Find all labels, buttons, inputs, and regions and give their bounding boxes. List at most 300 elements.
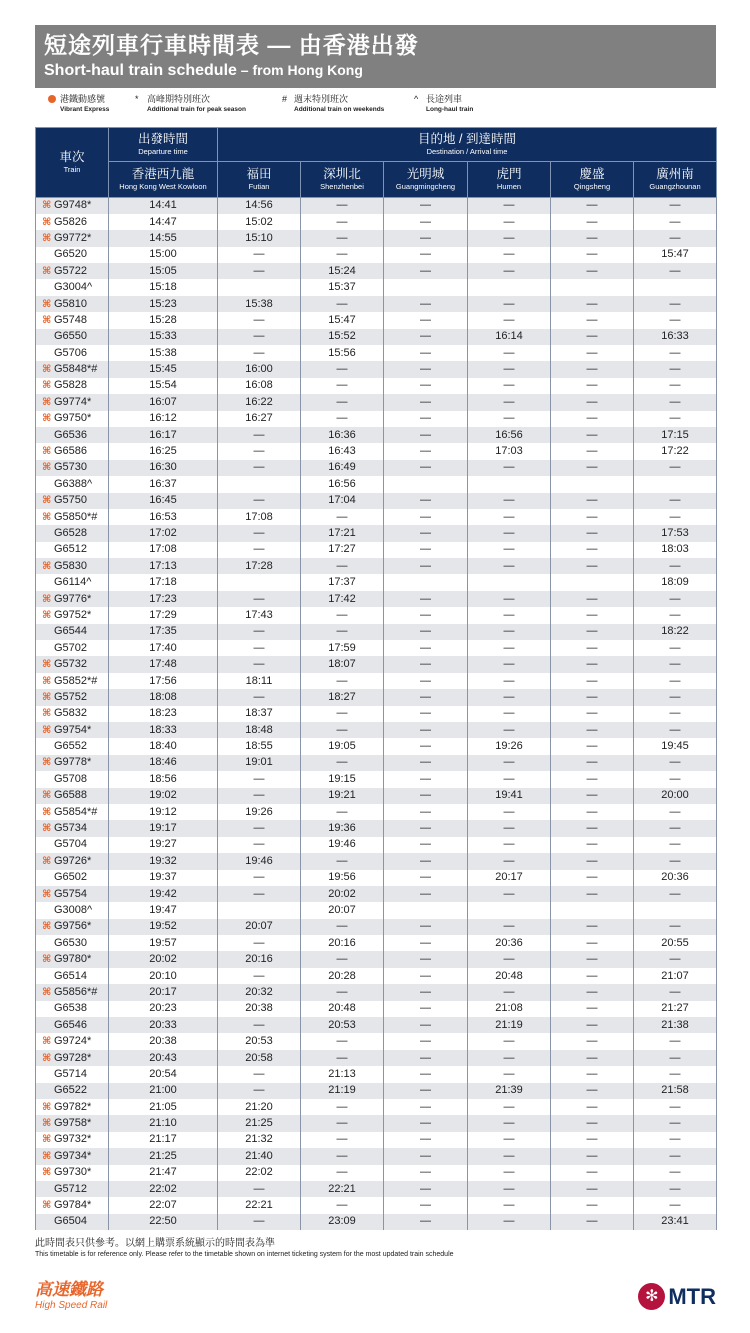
- guangmingcheng-time: —: [384, 1197, 468, 1213]
- departure-time: 16:37: [109, 476, 218, 492]
- train-number: G6114^: [54, 576, 92, 589]
- qingsheng-time: —: [551, 820, 634, 836]
- humen-time: —: [468, 1050, 551, 1066]
- train-number-cell: [36, 558, 109, 574]
- guangzhounan-time: —: [634, 1033, 717, 1049]
- qingsheng-time: —: [551, 1099, 634, 1115]
- qingsheng-time: —: [551, 788, 634, 804]
- guangmingcheng-time: —: [384, 411, 468, 427]
- vibrant-express-icon: ⌘: [42, 364, 52, 376]
- humen-time: —: [468, 394, 551, 410]
- futian-time: —: [218, 345, 301, 361]
- futian-time: 19:26: [218, 804, 301, 820]
- train-number-cell: [36, 574, 109, 590]
- shenzhenbei-time: —: [301, 853, 384, 869]
- train-number: G5702: [54, 641, 88, 654]
- futian-time: —: [218, 460, 301, 476]
- guangmingcheng-time: —: [384, 296, 468, 312]
- vibrant-express-icon: ⌘: [42, 675, 52, 687]
- humen-time: 16:56: [468, 427, 551, 443]
- departure-time: 16:25: [109, 443, 218, 459]
- humen-time: —: [468, 656, 551, 672]
- humen-time: —: [468, 411, 551, 427]
- guangmingcheng-time: —: [384, 968, 468, 984]
- guangzhounan-time: —: [634, 837, 717, 853]
- futian-time: 14:56: [218, 198, 301, 214]
- table-row: [36, 755, 717, 771]
- train-number: G9776*: [54, 592, 92, 605]
- train-number-cell: [36, 1099, 109, 1115]
- shenzhenbei-time: 22:21: [301, 1181, 384, 1197]
- train-number-cell: [36, 1083, 109, 1099]
- train-number: G6550: [54, 330, 88, 343]
- table-row: [36, 1001, 717, 1017]
- train-number-cell: [36, 755, 109, 771]
- station-en: Futian: [248, 182, 270, 191]
- shenzhenbei-time: 20:48: [301, 1001, 384, 1017]
- mtr-wordmark: MTR: [668, 1283, 716, 1309]
- guangmingcheng-time: —: [384, 558, 468, 574]
- train-number: G3008^: [54, 903, 93, 916]
- humen-time: —: [468, 460, 551, 476]
- shenzhenbei-time: 19:36: [301, 820, 384, 836]
- vibrant-express-icon: ⌘: [42, 1167, 52, 1179]
- futian-time: 20:32: [218, 984, 301, 1000]
- train-number-cell: [36, 1197, 109, 1213]
- vibrant-express-icon: ⌘: [42, 823, 52, 835]
- qingsheng-time: —: [551, 509, 634, 525]
- shenzhenbei-time: 16:36: [301, 427, 384, 443]
- humen-time: —: [468, 509, 551, 525]
- departure-time: 19:27: [109, 837, 218, 853]
- qingsheng-time: —: [551, 198, 634, 214]
- header-station: [384, 162, 468, 198]
- humen-time: 19:26: [468, 738, 551, 754]
- vibrant-express-icon: ⌘: [42, 921, 52, 933]
- train-number-cell: [36, 820, 109, 836]
- train-number-cell: [36, 525, 109, 541]
- humen-time: 20:48: [468, 968, 551, 984]
- shenzhenbei-time: —: [301, 411, 384, 427]
- futian-time: 18:37: [218, 706, 301, 722]
- humen-time: —: [468, 1066, 551, 1082]
- guangzhounan-time: —: [634, 820, 717, 836]
- table-row: [36, 312, 717, 328]
- table-row: [36, 1066, 717, 1082]
- humen-time: —: [468, 296, 551, 312]
- qingsheng-time: —: [551, 1148, 634, 1164]
- table-row: [36, 1132, 717, 1148]
- train-number-cell: [36, 263, 109, 279]
- train-number-cell: [36, 1050, 109, 1066]
- table-row: [36, 640, 717, 656]
- train-number-cell: [36, 1148, 109, 1164]
- caret-icon: ^: [414, 94, 419, 104]
- train-number-cell: [36, 738, 109, 754]
- humen-time: [468, 902, 551, 918]
- guangzhounan-time: —: [634, 214, 717, 230]
- high-speed-rail-logo: [35, 1280, 107, 1312]
- table-row: [36, 1033, 717, 1049]
- humen-time: —: [468, 525, 551, 541]
- table-row: [36, 935, 717, 951]
- guangmingcheng-time: —: [384, 755, 468, 771]
- table-row: [36, 345, 717, 361]
- departure-time: 20:38: [109, 1033, 218, 1049]
- futian-time: —: [218, 640, 301, 656]
- guangzhounan-time: —: [634, 1197, 717, 1213]
- departure-time: 19:47: [109, 902, 218, 918]
- humen-time: —: [468, 919, 551, 935]
- futian-time: —: [218, 771, 301, 787]
- mtr-logo: [638, 1283, 716, 1310]
- shenzhenbei-time: —: [301, 296, 384, 312]
- futian-time: —: [218, 247, 301, 263]
- shenzhenbei-time: 19:21: [301, 788, 384, 804]
- train-number: G6520: [54, 248, 88, 261]
- guangzhounan-time: 17:53: [634, 525, 717, 541]
- futian-time: —: [218, 656, 301, 672]
- qingsheng-time: [551, 902, 634, 918]
- qingsheng-time: [551, 476, 634, 492]
- table-row: [36, 706, 717, 722]
- guangzhounan-time: —: [634, 706, 717, 722]
- vibrant-express-icon: ⌘: [42, 708, 52, 720]
- qingsheng-time: —: [551, 935, 634, 951]
- train-number: G9758*: [54, 1117, 92, 1130]
- futian-time: —: [218, 1083, 301, 1099]
- guangmingcheng-time: —: [384, 738, 468, 754]
- station-zh: 廣州南: [656, 167, 694, 181]
- train-number-cell: [36, 476, 109, 492]
- table-row: [36, 509, 717, 525]
- qingsheng-time: —: [551, 1132, 634, 1148]
- guangmingcheng-time: —: [384, 870, 468, 886]
- vibrant-express-icon: ⌘: [42, 462, 52, 474]
- guangzhounan-time: —: [634, 230, 717, 246]
- humen-time: —: [468, 230, 551, 246]
- departure-time: 15:38: [109, 345, 218, 361]
- qingsheng-time: —: [551, 542, 634, 558]
- train-number: G5828: [54, 379, 88, 392]
- departure-time: 17:29: [109, 607, 218, 623]
- vibrant-express-icon: ⌘: [42, 757, 52, 769]
- guangmingcheng-time: —: [384, 1181, 468, 1197]
- departure-time: 16:45: [109, 493, 218, 509]
- guangmingcheng-time: —: [384, 1115, 468, 1131]
- train-number-cell: [36, 968, 109, 984]
- departure-time: 20:23: [109, 1001, 218, 1017]
- guangzhounan-time: —: [634, 1115, 717, 1131]
- humen-time: 21:19: [468, 1017, 551, 1033]
- shenzhenbei-time: —: [301, 1132, 384, 1148]
- futian-time: 20:58: [218, 1050, 301, 1066]
- futian-time: —: [218, 1181, 301, 1197]
- shenzhenbei-time: 17:21: [301, 525, 384, 541]
- train-number: G3004^: [54, 281, 93, 294]
- station-zh: 光明城: [406, 167, 445, 181]
- vibrant-express-icon: ⌘: [42, 790, 52, 802]
- departure-time: 16:17: [109, 427, 218, 443]
- guangmingcheng-time: —: [384, 886, 468, 902]
- qingsheng-time: —: [551, 853, 634, 869]
- guangzhounan-time: —: [634, 1099, 717, 1115]
- vibrant-express-icon: ⌘: [42, 413, 52, 425]
- train-number: G5826: [54, 215, 88, 228]
- vibrant-express-icon: ⌘: [42, 511, 52, 523]
- header-destination-en: Destination / Arrival time: [426, 147, 508, 156]
- departure-time: 21:10: [109, 1115, 218, 1131]
- train-number-cell: [36, 329, 109, 345]
- futian-time: 18:11: [218, 673, 301, 689]
- train-number: G6536: [54, 428, 88, 441]
- train-number: G6512: [54, 543, 88, 556]
- qingsheng-time: —: [551, 1083, 634, 1099]
- humen-time: —: [468, 558, 551, 574]
- futian-time: 20:07: [218, 919, 301, 935]
- qingsheng-time: —: [551, 443, 634, 459]
- train-number-cell: [36, 902, 109, 918]
- train-number: G9782*: [54, 1100, 92, 1113]
- humen-time: 21:39: [468, 1083, 551, 1099]
- train-number-cell: [36, 853, 109, 869]
- table-row: [36, 902, 717, 918]
- table-row: [36, 542, 717, 558]
- train-number-cell: [36, 1132, 109, 1148]
- futian-time: [218, 279, 301, 295]
- guangzhounan-time: —: [634, 689, 717, 705]
- futian-time: —: [218, 427, 301, 443]
- train-number: G5708: [54, 772, 88, 785]
- train-number-cell: [36, 394, 109, 410]
- departure-time: 20:10: [109, 968, 218, 984]
- futian-time: 16:22: [218, 394, 301, 410]
- departure-time: 20:17: [109, 984, 218, 1000]
- title-en-suffix: – from Hong Kong: [236, 62, 363, 78]
- vibrant-express-icon: ⌘: [42, 1118, 52, 1130]
- guangzhounan-time: 21:58: [634, 1083, 717, 1099]
- qingsheng-time: —: [551, 1165, 634, 1181]
- train-number-cell: [36, 607, 109, 623]
- shenzhenbei-time: 19:05: [301, 738, 384, 754]
- qingsheng-time: —: [551, 1066, 634, 1082]
- humen-time: [468, 476, 551, 492]
- futian-time: —: [218, 493, 301, 509]
- shenzhenbei-time: 20:28: [301, 968, 384, 984]
- train-number: G5730: [54, 461, 88, 474]
- table-row: [36, 722, 717, 738]
- guangmingcheng-time: —: [384, 1017, 468, 1033]
- shenzhenbei-time: —: [301, 1197, 384, 1213]
- vibrant-express-icon: ⌘: [42, 855, 52, 867]
- guangmingcheng-time: —: [384, 1050, 468, 1066]
- station-en: Humen: [496, 182, 522, 191]
- train-number-cell: [36, 870, 109, 886]
- vibrant-express-icon: ⌘: [42, 1036, 52, 1048]
- futian-time: 19:01: [218, 755, 301, 771]
- guangzhounan-time: —: [634, 493, 717, 509]
- table-row: [36, 574, 717, 590]
- guangmingcheng-time: —: [384, 771, 468, 787]
- departure-time: 20:02: [109, 951, 218, 967]
- humen-time: 20:17: [468, 870, 551, 886]
- disclaimer: [35, 1237, 716, 1260]
- table-row: [36, 443, 717, 459]
- train-number-cell: [36, 706, 109, 722]
- guangmingcheng-time: —: [384, 1214, 468, 1230]
- futian-time: —: [218, 788, 301, 804]
- vibrant-express-icon: ⌘: [42, 806, 52, 818]
- header-station: [551, 162, 634, 198]
- guangzhounan-time: 17:15: [634, 427, 717, 443]
- guangmingcheng-time: —: [384, 493, 468, 509]
- train-number-cell: [36, 443, 109, 459]
- departure-time: 15:45: [109, 361, 218, 377]
- qingsheng-time: —: [551, 312, 634, 328]
- guangzhounan-time: —: [634, 607, 717, 623]
- train-number: G5734: [54, 822, 88, 835]
- departure-time: 15:18: [109, 279, 218, 295]
- departure-time: 15:23: [109, 296, 218, 312]
- humen-time: —: [468, 198, 551, 214]
- qingsheng-time: —: [551, 870, 634, 886]
- guangzhounan-time: 21:27: [634, 1001, 717, 1017]
- humen-time: —: [468, 1148, 551, 1164]
- guangzhounan-time: —: [634, 919, 717, 935]
- guangzhounan-time: 18:09: [634, 574, 717, 590]
- futian-time: 22:02: [218, 1165, 301, 1181]
- train-number-cell: [36, 411, 109, 427]
- guangzhounan-time: —: [634, 951, 717, 967]
- humen-time: —: [468, 771, 551, 787]
- departure-time: 20:43: [109, 1050, 218, 1066]
- qingsheng-time: [551, 574, 634, 590]
- humen-time: —: [468, 673, 551, 689]
- train-number: G9734*: [54, 1149, 92, 1162]
- humen-time: —: [468, 689, 551, 705]
- shenzhenbei-time: 18:07: [301, 656, 384, 672]
- vibrant-express-icon: ⌘: [42, 593, 52, 605]
- guangzhounan-time: 21:38: [634, 1017, 717, 1033]
- guangmingcheng-time: —: [384, 853, 468, 869]
- departure-time: 18:40: [109, 738, 218, 754]
- departure-time: 17:08: [109, 542, 218, 558]
- train-number: G5712: [54, 1182, 88, 1195]
- guangmingcheng-time: —: [384, 820, 468, 836]
- futian-time: —: [218, 870, 301, 886]
- vibrant-express-icon: ⌘: [42, 659, 52, 671]
- table-row: [36, 394, 717, 410]
- guangzhounan-time: —: [634, 722, 717, 738]
- train-number: G6502: [54, 871, 88, 884]
- vibrant-express-icon: ⌘: [42, 1134, 52, 1146]
- header-departure-en: Departure time: [138, 147, 188, 156]
- futian-time: 20:16: [218, 951, 301, 967]
- train-number: G6546: [54, 1018, 88, 1031]
- header-station: [218, 162, 301, 198]
- guangmingcheng-time: —: [384, 214, 468, 230]
- humen-time: —: [468, 837, 551, 853]
- humen-time: —: [468, 361, 551, 377]
- qingsheng-time: —: [551, 837, 634, 853]
- guangzhounan-time: —: [634, 361, 717, 377]
- shenzhenbei-time: 16:49: [301, 460, 384, 476]
- qingsheng-time: —: [551, 722, 634, 738]
- humen-time: —: [468, 493, 551, 509]
- train-number: G9732*: [54, 1133, 92, 1146]
- table-row: [36, 361, 717, 377]
- futian-time: 15:02: [218, 214, 301, 230]
- guangmingcheng-time: —: [384, 984, 468, 1000]
- train-number-cell: [36, 771, 109, 787]
- guangmingcheng-time: —: [384, 378, 468, 394]
- guangzhounan-time: —: [634, 886, 717, 902]
- humen-time: 16:14: [468, 329, 551, 345]
- qingsheng-time: —: [551, 1001, 634, 1017]
- header-departure-zh: 出發時間: [137, 132, 188, 146]
- station-en: Guangmingcheng: [395, 182, 456, 191]
- departure-time: 19:52: [109, 919, 218, 935]
- guangmingcheng-time: [384, 476, 468, 492]
- departure-time: 14:47: [109, 214, 218, 230]
- qingsheng-time: —: [551, 673, 634, 689]
- guangmingcheng-time: —: [384, 788, 468, 804]
- guangmingcheng-time: [384, 574, 468, 590]
- header-destination: [218, 128, 717, 162]
- guangzhounan-time: 21:07: [634, 968, 717, 984]
- departure-time: 18:56: [109, 771, 218, 787]
- vibrant-express-icon: ⌘: [42, 446, 52, 458]
- train-number: G6586: [54, 445, 88, 458]
- table-row: [36, 411, 717, 427]
- shenzhenbei-time: 17:59: [301, 640, 384, 656]
- guangzhounan-time: —: [634, 673, 717, 689]
- shenzhenbei-time: —: [301, 394, 384, 410]
- qingsheng-time: —: [551, 329, 634, 345]
- departure-time: 15:33: [109, 329, 218, 345]
- humen-time: —: [468, 591, 551, 607]
- vibrant-express-icon: ⌘: [42, 298, 52, 310]
- train-number: G5706: [54, 346, 88, 359]
- header-station: [634, 162, 717, 198]
- train-number: G5754: [54, 887, 88, 900]
- guangzhounan-time: —: [634, 1132, 717, 1148]
- legend-label: 港鐵動感號: [60, 94, 106, 104]
- futian-time: 20:38: [218, 1001, 301, 1017]
- legend-label: 週末特別班次: [294, 94, 349, 104]
- train-number-cell: [36, 247, 109, 263]
- shenzhenbei-time: —: [301, 378, 384, 394]
- guangmingcheng-time: —: [384, 673, 468, 689]
- train-number: G5750: [54, 494, 88, 507]
- header-train: [36, 128, 109, 198]
- train-number-cell: [36, 296, 109, 312]
- train-number: G9748*: [54, 199, 92, 212]
- guangzhounan-time: —: [634, 509, 717, 525]
- train-number: G5722: [54, 264, 88, 277]
- guangmingcheng-time: —: [384, 837, 468, 853]
- disclaimer-en: This timetable is for reference only. Please refer to the timetable shown on internet ticketing system for the most updated train schedule: [35, 1251, 454, 1259]
- title-en: [44, 59, 707, 82]
- departure-time: 17:02: [109, 525, 218, 541]
- shenzhenbei-time: —: [301, 919, 384, 935]
- header-train-zh: 車次: [59, 150, 85, 164]
- humen-time: —: [468, 755, 551, 771]
- guangmingcheng-time: —: [384, 525, 468, 541]
- qingsheng-time: —: [551, 738, 634, 754]
- futian-time: [218, 574, 301, 590]
- departure-time: 18:33: [109, 722, 218, 738]
